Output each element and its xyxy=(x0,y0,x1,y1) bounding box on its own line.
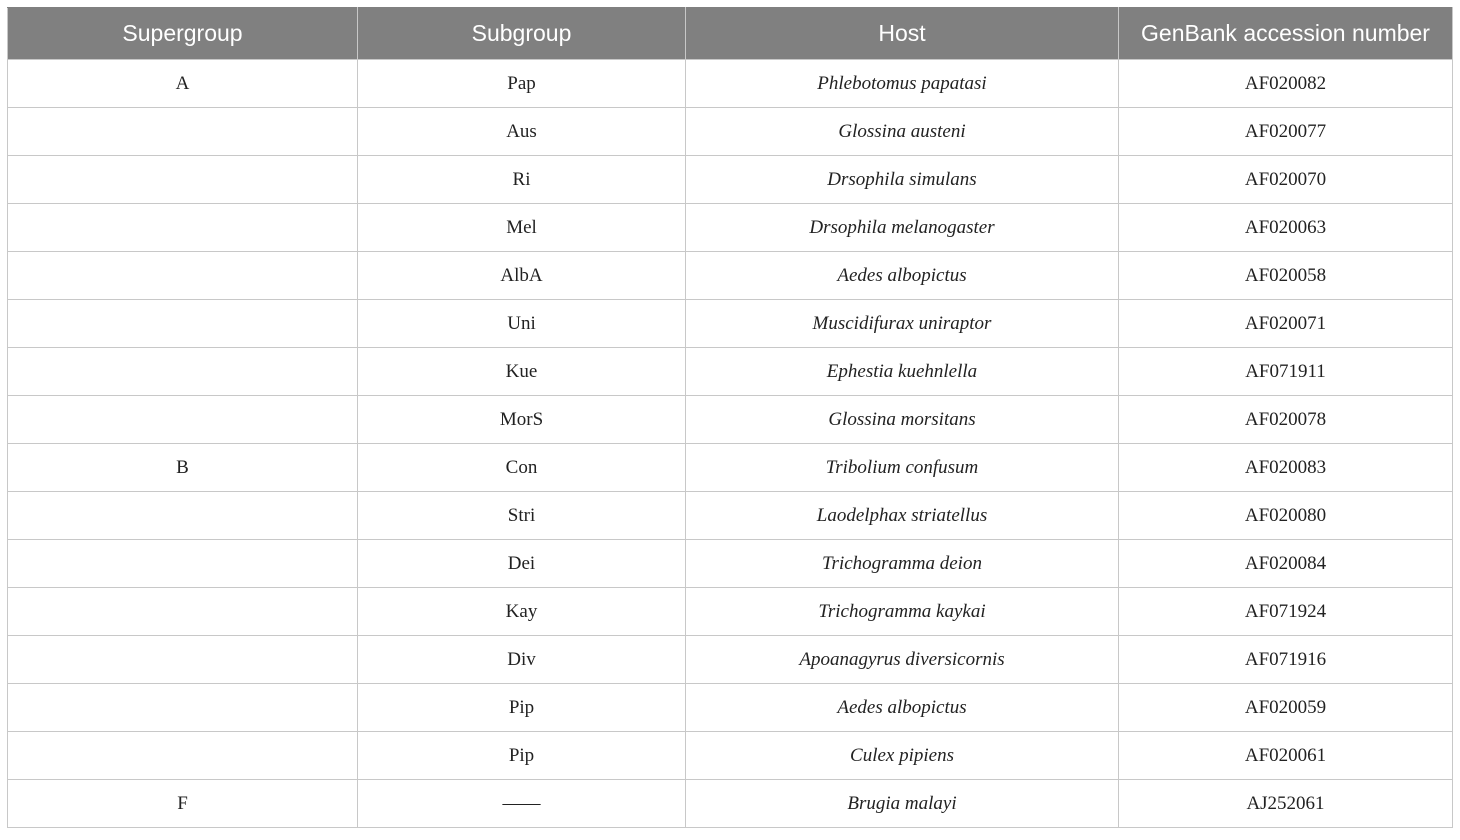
cell-supergroup xyxy=(8,732,358,780)
cell-supergroup: B xyxy=(8,444,358,492)
cell-subgroup: Pip xyxy=(358,732,686,780)
cell-supergroup xyxy=(8,156,358,204)
cell-subgroup: Con xyxy=(358,444,686,492)
table-row xyxy=(8,444,1453,492)
cell-subgroup: Kue xyxy=(358,348,686,396)
cell-supergroup xyxy=(8,348,358,396)
cell-accession: AF071916 xyxy=(1119,636,1453,684)
table-row xyxy=(8,492,1453,540)
cell-accession: AF020082 xyxy=(1119,60,1453,108)
table-row xyxy=(8,252,1453,300)
cell-supergroup: A xyxy=(8,60,358,108)
cell-accession: AF020059 xyxy=(1119,684,1453,732)
cell-supergroup xyxy=(8,396,358,444)
cell-host: Muscidifurax uniraptor xyxy=(686,300,1119,348)
cell-subgroup: Mel xyxy=(358,204,686,252)
cell-accession: AF020063 xyxy=(1119,204,1453,252)
cell-supergroup xyxy=(8,108,358,156)
cell-accession: AF020070 xyxy=(1119,156,1453,204)
table-row xyxy=(8,348,1453,396)
header-supergroup: Supergroup xyxy=(8,8,358,60)
table-row xyxy=(8,588,1453,636)
cell-accession: AF020083 xyxy=(1119,444,1453,492)
cell-host: Aedes albopictus xyxy=(686,252,1119,300)
cell-host: Glossina austeni xyxy=(686,108,1119,156)
table-body xyxy=(8,60,1453,828)
cell-accession: AF020084 xyxy=(1119,540,1453,588)
cell-host: Trichogramma deion xyxy=(686,540,1119,588)
wolbachia-strain-table xyxy=(7,7,1453,828)
table-row xyxy=(8,684,1453,732)
table-row xyxy=(8,636,1453,684)
table-container xyxy=(7,7,1452,828)
cell-supergroup xyxy=(8,300,358,348)
header-host: Host xyxy=(686,8,1119,60)
cell-host: Apoanagyrus diversicornis xyxy=(686,636,1119,684)
cell-subgroup: Stri xyxy=(358,492,686,540)
cell-host: Trichogramma kaykai xyxy=(686,588,1119,636)
table-row xyxy=(8,732,1453,780)
table-row xyxy=(8,60,1453,108)
table-row xyxy=(8,540,1453,588)
cell-supergroup: F xyxy=(8,780,358,828)
cell-subgroup: AlbA xyxy=(358,252,686,300)
cell-host: Ephestia kuehnlella xyxy=(686,348,1119,396)
cell-subgroup: Dei xyxy=(358,540,686,588)
cell-subgroup: Div xyxy=(358,636,686,684)
cell-subgroup: Ri xyxy=(358,156,686,204)
cell-accession: AF020080 xyxy=(1119,492,1453,540)
cell-subgroup: —— xyxy=(358,780,686,828)
cell-host: Tribolium confusum xyxy=(686,444,1119,492)
cell-accession: AJ252061 xyxy=(1119,780,1453,828)
table-row xyxy=(8,108,1453,156)
cell-subgroup: Uni xyxy=(358,300,686,348)
cell-supergroup xyxy=(8,636,358,684)
cell-subgroup: Aus xyxy=(358,108,686,156)
cell-subgroup: MorS xyxy=(358,396,686,444)
cell-host: Glossina morsitans xyxy=(686,396,1119,444)
cell-accession: AF020078 xyxy=(1119,396,1453,444)
cell-host: Drsophila simulans xyxy=(686,156,1119,204)
table-header-row xyxy=(8,8,1453,60)
cell-host: Brugia malayi xyxy=(686,780,1119,828)
cell-accession: AF071911 xyxy=(1119,348,1453,396)
cell-supergroup xyxy=(8,540,358,588)
cell-accession: AF020077 xyxy=(1119,108,1453,156)
cell-subgroup: Pip xyxy=(358,684,686,732)
cell-host: Aedes albopictus xyxy=(686,684,1119,732)
table-row xyxy=(8,780,1453,828)
table-row xyxy=(8,396,1453,444)
cell-accession: AF020061 xyxy=(1119,732,1453,780)
cell-host: Laodelphax striatellus xyxy=(686,492,1119,540)
cell-host: Phlebotomus papatasi xyxy=(686,60,1119,108)
cell-accession: AF071924 xyxy=(1119,588,1453,636)
cell-accession: AF020058 xyxy=(1119,252,1453,300)
header-subgroup: Subgroup xyxy=(358,8,686,60)
cell-host: Culex pipiens xyxy=(686,732,1119,780)
cell-supergroup xyxy=(8,492,358,540)
table-row xyxy=(8,156,1453,204)
cell-supergroup xyxy=(8,684,358,732)
cell-host: Drsophila melanogaster xyxy=(686,204,1119,252)
cell-supergroup xyxy=(8,588,358,636)
cell-supergroup xyxy=(8,204,358,252)
cell-supergroup xyxy=(8,252,358,300)
table-row xyxy=(8,204,1453,252)
cell-subgroup: Kay xyxy=(358,588,686,636)
cell-subgroup: Pap xyxy=(358,60,686,108)
cell-accession: AF020071 xyxy=(1119,300,1453,348)
header-genbank-accession: GenBank accession number xyxy=(1119,8,1453,60)
table-row xyxy=(8,300,1453,348)
